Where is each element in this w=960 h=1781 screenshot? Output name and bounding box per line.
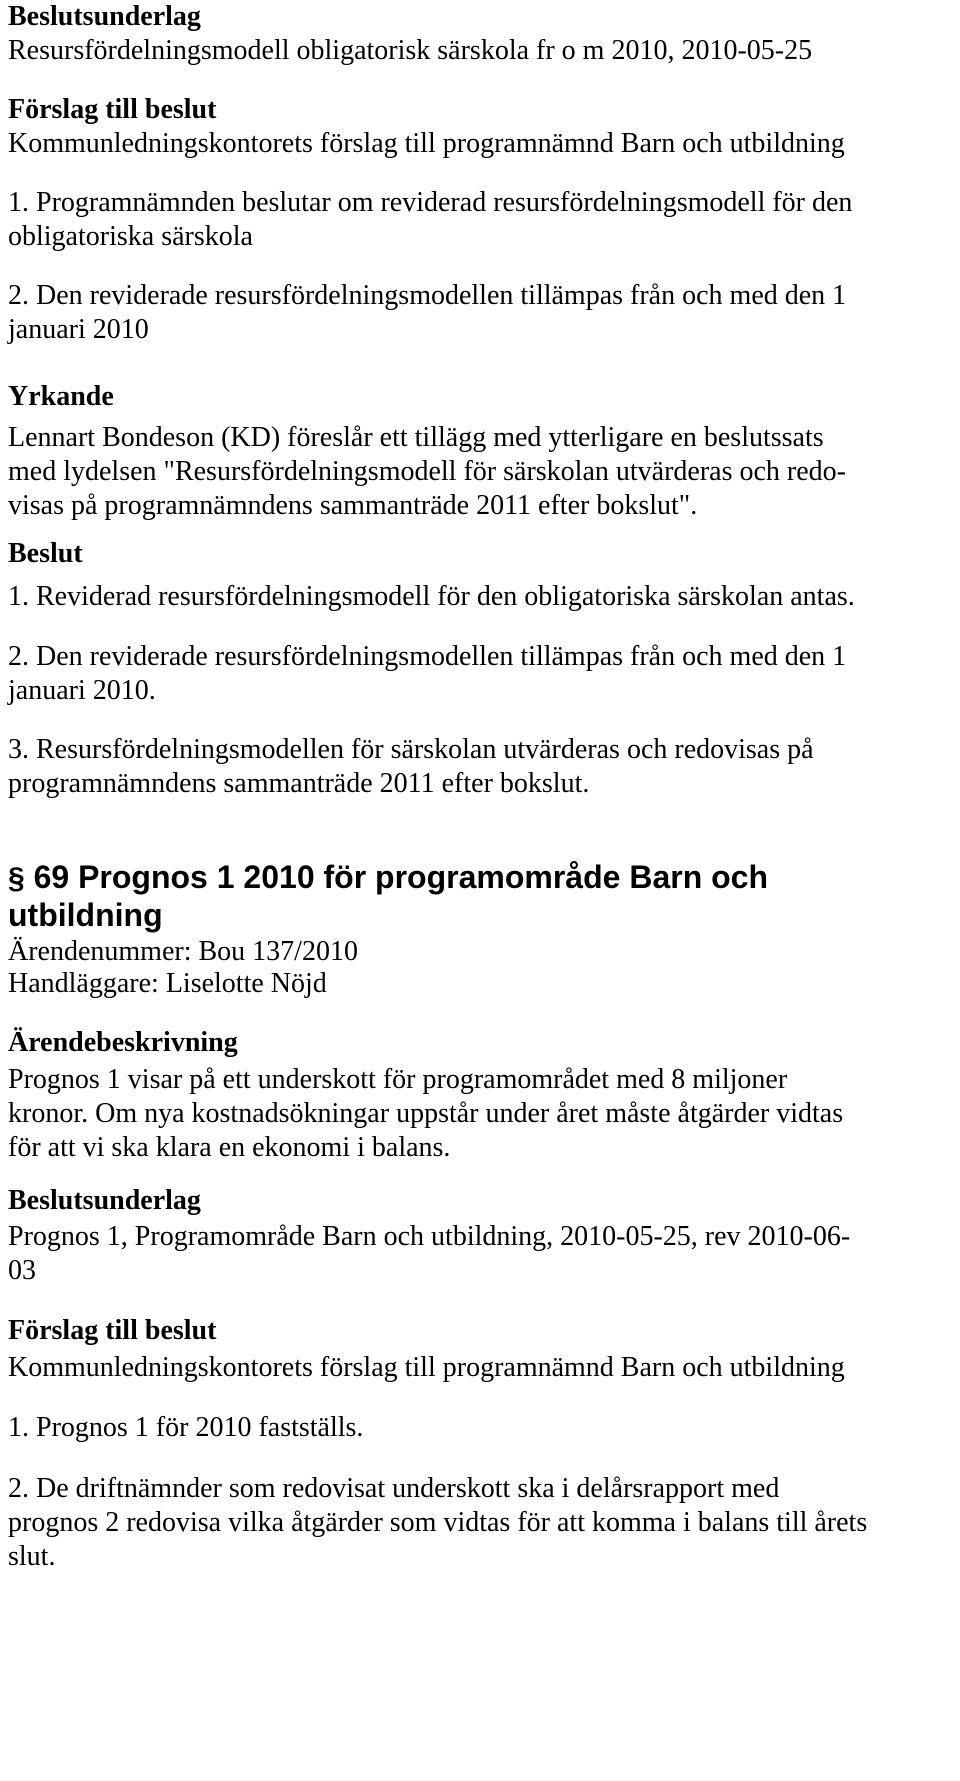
forslag-item-2 (8, 279, 953, 347)
beslut-item-1 (8, 580, 953, 614)
heading-yrkande: Yrkande (8, 381, 114, 412)
heading-arendebeskrivning: Ärendebeskrivning (8, 1027, 238, 1058)
forslag-text: Kommunledningskontorets förslag till programnämnd Barn och utbildning (8, 128, 845, 159)
heading-forslag-till-beslut-2: Förslag till beslut (8, 1315, 217, 1346)
underlag-text-2 (8, 1220, 953, 1288)
beskrivning-text (8, 1063, 953, 1165)
section-title-line-2: utbildning (8, 897, 163, 933)
beslut-item-2 (8, 640, 953, 708)
heading-beslutsunderlag: Beslutsunderlag (8, 1, 201, 32)
forslag-2-item-1-line-1: 1. Prognos 1 för 2010 fastställs. (8, 1412, 364, 1443)
section-title-line-1 (8, 859, 953, 897)
heading-forslag-till-beslut: Förslag till beslut (8, 94, 217, 125)
forslag-item-2-line-2: januari 2010 (8, 314, 149, 345)
beslut-item-3-line-1: 3. Resursfördelningsmodellen för särskolan utvärderas och redovisas på (8, 734, 814, 765)
underlag-2-line-1: Prognos 1, Programområde Barn och utbildning, 2010-05-25, rev 2010-06- (8, 1221, 851, 1252)
arendenummer: Ärendenummer: Bou 137/2010 (8, 936, 358, 967)
heading-beslutsunderlag-2: Beslutsunderlag (8, 1185, 201, 1216)
beskrivning-line-1: Prognos 1 visar på ett underskott för programområdet med 8 miljoner (8, 1064, 788, 1095)
forslag-item-1-line-2: obligatoriska särskola (8, 221, 253, 252)
yrkande-line-3: visas på programnämndens sammanträde 2011 efter bokslut". (8, 490, 698, 521)
yrkande-line-1: Lennart Bondeson (KD) föreslår ett tillägg med ytterligare en beslutssats (8, 422, 824, 453)
handlaggare: Handläggare: Liselotte Nöjd (8, 968, 327, 999)
beslut-item-2-line-1: 2. Den reviderade resursfördelningsmodellen tillämpas från och med den 1 (8, 641, 847, 672)
yrkande-line-2: med lydelsen "Resursfördelningsmodell för särskolan utvärderas och redo- (8, 456, 846, 487)
section-title (8, 859, 953, 934)
forslag-2-item-2-line-3: slut. (8, 1541, 56, 1572)
section-sign: § (8, 862, 25, 895)
beslut-item-3 (8, 733, 953, 801)
forslag-text-2: Kommunledningskontorets förslag till programnämnd Barn och utbildning (8, 1352, 845, 1383)
heading-beslut: Beslut (8, 538, 83, 569)
forslag-2-item-2 (8, 1472, 953, 1574)
forslag-item-2-line-1: 2. Den reviderade resursfördelningsmodellen tillämpas från och med den 1 (8, 280, 847, 311)
underlag-text: Resursfördelningsmodell obligatorisk särskola fr o m 2010, 2010-05-25 (8, 35, 813, 66)
forslag-2-item-1 (8, 1411, 953, 1445)
forslag-item-1-line-1: 1. Programnämnden beslutar om reviderad resursfördelningsmodell för den (8, 187, 853, 218)
forslag-2-item-2-line-1: 2. De driftnämnder som redovisat underskott ska i delårsrapport med (8, 1473, 780, 1504)
forslag-item-1 (8, 186, 953, 254)
beskrivning-line-3: för att vi ska klara en ekonomi i balans. (8, 1132, 451, 1163)
beslut-item-2-line-2: januari 2010. (8, 675, 156, 706)
beskrivning-line-2: kronor. Om nya kostnadsökningar uppstår under året måste åtgärder vidtas (8, 1098, 844, 1129)
yrkande-text (8, 421, 953, 523)
underlag-2-line-2: 03 (8, 1255, 36, 1286)
forslag-2-item-2-line-2: prognos 2 redovisa vilka åtgärder som vidtas för att komma i balans till årets (8, 1507, 868, 1538)
section-title-text: 69 Prognos 1 2010 för programområde Barn och (33, 859, 769, 895)
beslut-item-3-line-2: programnämndens sammanträde 2011 efter bokslut. (8, 768, 590, 799)
beslut-item-1-line-1: 1. Reviderad resursfördelningsmodell för den obligatoriska särskolan antas. (8, 581, 855, 612)
